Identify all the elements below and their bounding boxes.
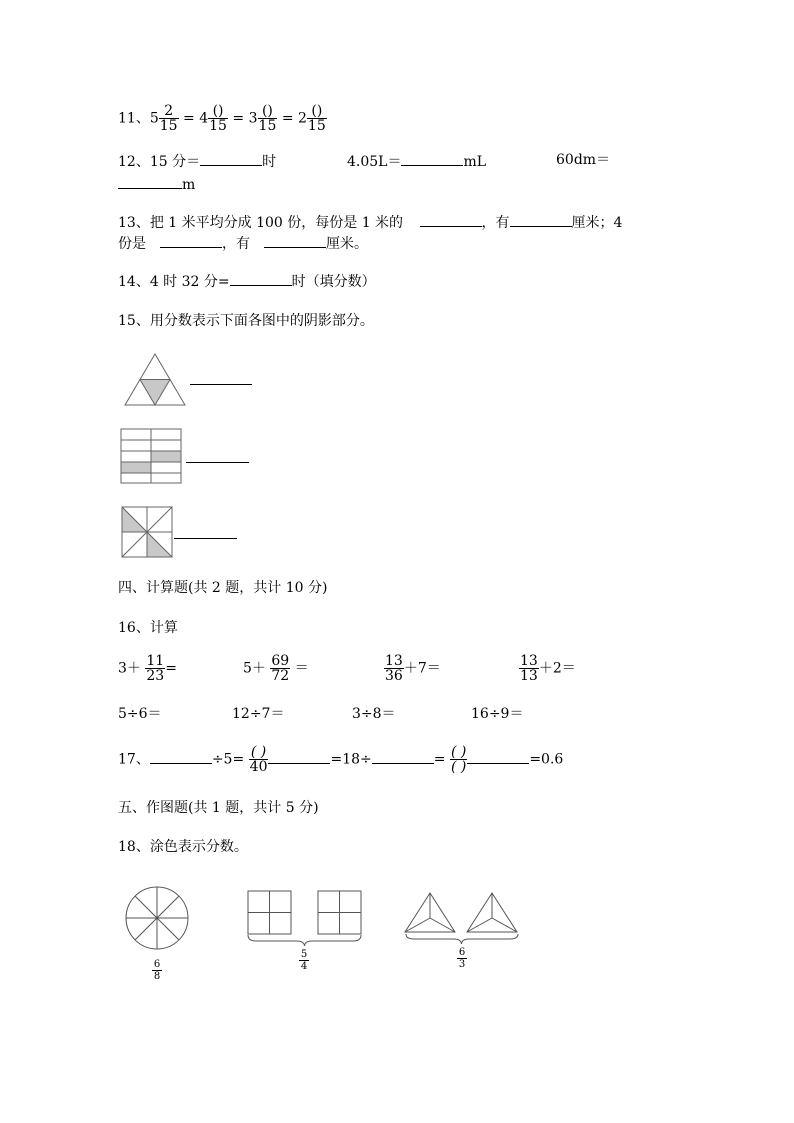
- q16-div4: 16÷9＝: [471, 706, 524, 722]
- q16-expr4-fraction: $\frac{13}{13}$: [520, 653, 538, 684]
- q16-expr2-fraction: $\frac{69}{72}$: [271, 653, 290, 684]
- q11-frac3[interactable]: $\frac{()}{15}$: [258, 103, 277, 134]
- q11-label: 11、: [118, 110, 150, 127]
- q16-expr4: $\frac{13}{13}$ ＋2＝: [520, 653, 576, 684]
- q17-blank2[interactable]: [268, 749, 330, 764]
- q16-label: 16、计算: [118, 620, 178, 636]
- q18-squares-fraction: $\frac{5}{4}$: [300, 949, 308, 972]
- q14-blank[interactable]: [230, 271, 292, 286]
- q12-blank2[interactable]: [401, 151, 463, 166]
- q16-expr2: 5＋ $\frac{69}{72}$ ＝: [243, 653, 309, 684]
- q16-expr3-fraction: $\frac{13}{36}$: [385, 653, 403, 684]
- q15-blank1[interactable]: [190, 384, 252, 385]
- q13-blank3[interactable]: [160, 233, 222, 248]
- q11-frac2[interactable]: $\frac{()}{15}$: [209, 103, 227, 134]
- q15-prompt: 15、用分数表示下面各图中的阴影部分。: [118, 313, 374, 329]
- q11-whole3: 3: [248, 110, 258, 127]
- q18-squares-figure[interactable]: [246, 889, 364, 945]
- q17-blank1[interactable]: [150, 749, 212, 764]
- q13-line2: 份是 ，有 厘米。: [118, 233, 368, 253]
- q16-expr3: $\frac{13}{36}$ ＋7＝: [385, 653, 441, 684]
- q15-blank2[interactable]: [186, 462, 249, 463]
- q12-part1: 12、15 分＝ 时: [118, 151, 276, 171]
- q11-whole1: 5: [149, 110, 159, 127]
- q17-blank4[interactable]: [467, 749, 529, 764]
- section4-title: 四、计算题(共 2 题，共计 10 分): [118, 580, 328, 596]
- q16-expr1: 3＋ $\frac{11}{23}$ =: [118, 653, 177, 684]
- q16-div3: 3÷8＝: [352, 706, 396, 722]
- q18-circle-figure[interactable]: [124, 885, 190, 951]
- q11-whole2: 4: [199, 110, 209, 127]
- q13-blank4[interactable]: [264, 233, 326, 248]
- q12-blank1[interactable]: [200, 151, 262, 166]
- q11-frac4[interactable]: $\frac{()}{15}$: [307, 103, 326, 134]
- q17-blank3[interactable]: [372, 749, 434, 764]
- q11-whole4: 2: [298, 110, 307, 127]
- q11-line: 11、5 $\frac{2}{15}$ = 4 $\frac{()}{15}$ = 3 $\frac{()}{15}$ = 2 $\frac{()}{15}$: [118, 103, 326, 134]
- section5-title: 五、作图题(共 1 题，共计 5 分): [118, 800, 319, 816]
- q18-triangles-figure[interactable]: [404, 889, 524, 945]
- q12-part2: 4.05L＝ mL: [347, 151, 486, 171]
- q15-grid-figure: [120, 428, 182, 484]
- q13-blank2[interactable]: [510, 212, 572, 227]
- q17-fraction2[interactable]: $\frac{( )}{( )}$: [450, 744, 467, 775]
- q12-part3-cont: m: [118, 174, 195, 194]
- q15-blank3[interactable]: [174, 538, 237, 539]
- q14-line: 14、4 时 32 分= 时（填分数）: [118, 271, 376, 291]
- q15-square-figure: [121, 506, 173, 558]
- q16-expr1-fraction: $\frac{11}{23}$: [146, 653, 165, 684]
- q12-part3: 60dm＝: [556, 152, 611, 168]
- q15-triangle-figure: [124, 352, 188, 408]
- q18-triangles-fraction: $\frac{6}{3}$: [458, 947, 466, 970]
- q18-label: 18、涂色表示分数。: [118, 839, 248, 855]
- q17-line: 17、 ÷5= $\frac{( )}{40}$ =18÷ = $\frac{( )}{( )}$ =0.6: [118, 744, 564, 775]
- q18-circle-fraction: $\frac{6}{8}$: [153, 959, 161, 982]
- q11-frac1: $\frac{2}{15}$: [159, 103, 178, 134]
- q13-line1: 13、把 1 米平均分成 100 份，每份是 1 米的 ，有 厘米；4: [118, 212, 622, 232]
- q17-fraction1[interactable]: $\frac{( )}{40}$: [249, 744, 268, 775]
- q13-blank1[interactable]: [420, 212, 482, 227]
- q12-blank3[interactable]: [118, 174, 182, 189]
- q16-div2: 12÷7＝: [232, 706, 285, 722]
- q16-div1: 5÷6＝: [118, 706, 162, 722]
